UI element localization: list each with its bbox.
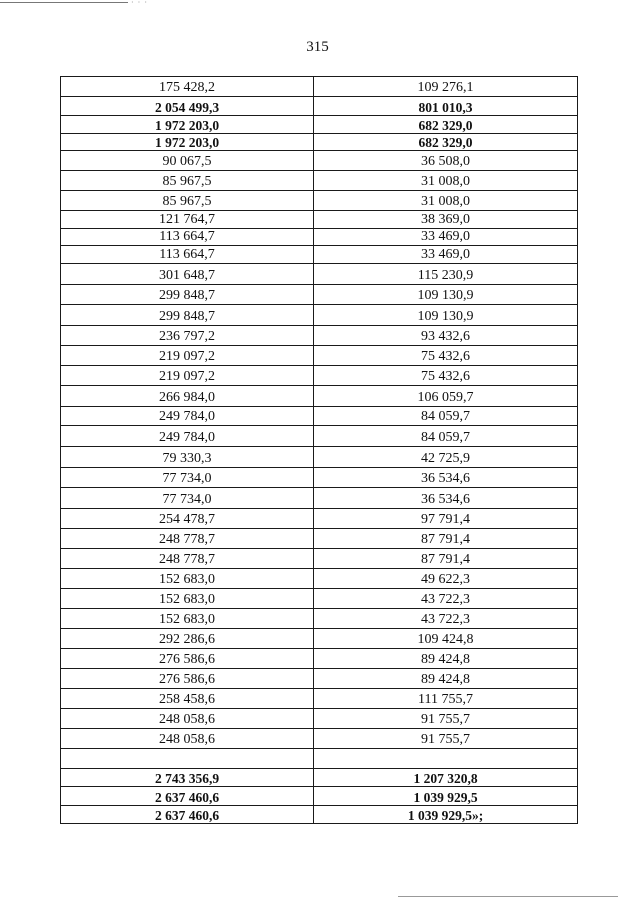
cell-left-value (61, 729, 314, 749)
cell-text: 43 722,3 (421, 592, 470, 607)
table-row (61, 629, 578, 649)
cell-left-value (61, 787, 314, 806)
cell-right-value (314, 246, 578, 264)
cell-text: 90 067,5 (162, 154, 212, 169)
cell-text: 106 059,7 (417, 390, 474, 405)
cell-right-value (314, 609, 578, 629)
cell-text: 152 683,0 (159, 572, 215, 587)
cell-right-value (314, 468, 578, 488)
cell-text: 258 458,6 (159, 692, 215, 707)
cell-text: 84 059,7 (421, 430, 470, 445)
figures-table-body (61, 77, 578, 824)
table-row (61, 426, 578, 447)
cell-right-value (314, 529, 578, 549)
cell-text: 109 276,1 (417, 80, 474, 95)
table-row (61, 77, 578, 97)
cell-left-value (61, 669, 314, 689)
cell-right-value (314, 549, 578, 569)
table-row (61, 346, 578, 366)
cell-right-value (314, 97, 578, 116)
cell-right-value (314, 407, 578, 426)
table-row (61, 549, 578, 569)
cell-text: 115 230,9 (417, 268, 474, 283)
cell-text: 91 755,7 (421, 732, 470, 747)
table-row (61, 386, 578, 407)
cell-text: 33 469,0 (421, 229, 470, 244)
cell-left-value (61, 709, 314, 729)
cell-left-value (61, 77, 314, 97)
cell-text: 38 369,0 (421, 212, 470, 227)
cell-text: 97 791,4 (421, 512, 470, 527)
cell-left-value (61, 264, 314, 285)
cell-right-value (314, 211, 578, 229)
cell-left-value (61, 246, 314, 264)
cell-left-value (61, 191, 314, 211)
cell-text: 249 784,0 (159, 430, 215, 445)
cell-text: 2 637 460,6 (154, 789, 220, 805)
cell-right-value (314, 134, 578, 151)
cell-text: 87 791,4 (421, 552, 470, 567)
cell-text: 1 972 203,0 (154, 134, 220, 150)
cell-left-value (61, 569, 314, 589)
cell-text: 248 778,7 (159, 552, 215, 567)
cell-text: 85 967,5 (162, 174, 212, 189)
cell-text: 254 478,7 (159, 512, 215, 527)
cell-text: 109 424,8 (417, 632, 474, 647)
cell-left-value (61, 97, 314, 116)
cell-right-value (314, 729, 578, 749)
cell-right-value (314, 386, 578, 407)
cell-right-value (314, 264, 578, 285)
cell-right-value (314, 346, 578, 366)
cell-right-value (314, 191, 578, 211)
table-row (61, 366, 578, 386)
cell-left-value (61, 689, 314, 709)
cell-text: 2 743 356,9 (154, 770, 220, 786)
cell-right-value (314, 447, 578, 468)
cell-left-value (61, 549, 314, 569)
scan-artifact-dots: · · · (131, 0, 148, 7)
cell-text: 801 010,3 (418, 99, 473, 115)
cell-right-value (314, 589, 578, 609)
table-row (61, 488, 578, 509)
cell-text: 109 130,9 (417, 309, 474, 324)
cell-right-value (314, 649, 578, 669)
table-row (61, 97, 578, 116)
cell-right-value (314, 151, 578, 171)
table-row (61, 689, 578, 709)
cell-text: 36 534,6 (421, 492, 470, 507)
cell-left-value (61, 447, 314, 468)
cell-text: 91 755,7 (421, 712, 470, 727)
cell-left-value (61, 649, 314, 669)
cell-left-value (61, 609, 314, 629)
table-row (61, 806, 578, 824)
cell-left-value (61, 211, 314, 229)
cell-text: 1 039 929,5 (413, 789, 478, 805)
table-row (61, 407, 578, 426)
cell-left-value (61, 529, 314, 549)
scan-artifact-line (0, 2, 128, 3)
cell-right-value (314, 326, 578, 346)
cell-text: 75 432,6 (421, 369, 470, 384)
table-row (61, 151, 578, 171)
cell-left-value (61, 589, 314, 609)
cell-text: 682 329,0 (418, 134, 473, 150)
cell-text: 84 059,7 (421, 409, 470, 424)
cell-text: 152 683,0 (159, 592, 215, 607)
table-row (61, 609, 578, 629)
cell-text: 248 058,6 (159, 712, 215, 727)
cell-left-value (61, 509, 314, 529)
cell-left-value (61, 134, 314, 151)
cell-text: 77 734,0 (162, 492, 212, 507)
cell-right-value (314, 77, 578, 97)
cell-text: 31 008,0 (421, 194, 470, 209)
cell-text: 85 967,5 (162, 194, 212, 209)
cell-text: 109 130,9 (417, 288, 474, 303)
cell-left-value (61, 326, 314, 346)
cell-text: 682 329,0 (418, 117, 473, 133)
cell-text: 121 764,7 (159, 212, 215, 227)
cell-right-value (314, 488, 578, 509)
cell-text: 93 432,6 (421, 329, 470, 344)
table-row (61, 649, 578, 669)
cell-text: 89 424,8 (421, 672, 470, 687)
table-row (61, 669, 578, 689)
table-row (61, 264, 578, 285)
figures-table (60, 76, 578, 824)
cell-left-value (61, 769, 314, 787)
page-number: 315 (306, 39, 329, 55)
table-row (61, 229, 578, 246)
cell-text: 79 330,3 (162, 451, 212, 466)
table-row (61, 191, 578, 211)
cell-left-value (61, 749, 314, 769)
cell-right-value (314, 569, 578, 589)
table-row (61, 569, 578, 589)
cell-text: 87 791,4 (421, 532, 470, 547)
cell-text: 299 848,7 (159, 309, 215, 324)
cell-right-value (314, 366, 578, 386)
cell-text: 152 683,0 (159, 612, 215, 627)
cell-left-value (61, 629, 314, 649)
cell-text: 49 622,3 (421, 572, 470, 587)
table-row (61, 134, 578, 151)
table-row (61, 589, 578, 609)
cell-text: 301 648,7 (159, 268, 215, 283)
cell-right-value (314, 426, 578, 447)
table-row (61, 749, 578, 769)
cell-left-value (61, 171, 314, 191)
table-row (61, 285, 578, 305)
cell-right-value (314, 769, 578, 787)
cell-text: 1 207 320,8 (413, 770, 478, 786)
cell-right-value (314, 806, 578, 824)
cell-right-value (314, 669, 578, 689)
cell-right-value (314, 787, 578, 806)
table-row (61, 787, 578, 806)
cell-left-value (61, 806, 314, 824)
table-row (61, 769, 578, 787)
cell-left-value (61, 229, 314, 246)
cell-text: 276 586,6 (159, 652, 215, 667)
cell-text: 75 432,6 (421, 349, 470, 364)
table-row (61, 709, 578, 729)
cell-text: 33 469,0 (421, 247, 470, 262)
cell-right-value (314, 509, 578, 529)
cell-left-value (61, 305, 314, 326)
cell-left-value (61, 116, 314, 134)
cell-text: 236 797,2 (159, 329, 215, 344)
cell-text: 175 428,2 (159, 80, 215, 95)
scan-artifact-line-bottom (398, 896, 618, 897)
cell-text: 36 534,6 (421, 471, 470, 486)
cell-text: 113 664,7 (159, 247, 215, 262)
table-row (61, 447, 578, 468)
cell-text: 276 586,6 (159, 672, 215, 687)
cell-text: 299 848,7 (159, 288, 215, 303)
cell-text: 36 508,0 (421, 154, 470, 169)
cell-right-value (314, 709, 578, 729)
cell-text: 89 424,8 (421, 652, 470, 667)
cell-left-value (61, 285, 314, 305)
cell-text: 31 008,0 (421, 174, 470, 189)
table-row (61, 305, 578, 326)
cell-text: 113 664,7 (159, 229, 215, 244)
table-row (61, 509, 578, 529)
table-row (61, 529, 578, 549)
cell-text: 43 722,3 (421, 612, 470, 627)
cell-text: 111 755,7 (418, 692, 473, 707)
cell-text: 42 725,9 (421, 451, 470, 466)
cell-left-value (61, 386, 314, 407)
cell-right-value (314, 629, 578, 649)
cell-text: 248 058,6 (159, 732, 215, 747)
cell-left-value (61, 151, 314, 171)
cell-right-value (314, 689, 578, 709)
table-row (61, 468, 578, 488)
cell-text: 2 054 499,3 (154, 99, 220, 115)
cell-text: 266 984,0 (159, 390, 215, 405)
cell-left-value (61, 488, 314, 509)
cell-text: 1 972 203,0 (154, 117, 220, 133)
cell-text: 77 734,0 (162, 471, 212, 486)
table-row (61, 729, 578, 749)
cell-text: 2 637 460,6 (154, 807, 220, 823)
cell-text: 1 039 929,5»; (407, 807, 484, 823)
table-row (61, 211, 578, 229)
cell-text: 292 286,6 (159, 632, 215, 647)
cell-text: 219 097,2 (159, 369, 215, 384)
table-row (61, 246, 578, 264)
cell-left-value (61, 426, 314, 447)
cell-text: 249 784,0 (159, 409, 215, 424)
cell-right-value (314, 749, 578, 769)
cell-left-value (61, 407, 314, 426)
cell-left-value (61, 366, 314, 386)
cell-right-value (314, 285, 578, 305)
table-row (61, 116, 578, 134)
table-row (61, 171, 578, 191)
cell-left-value (61, 468, 314, 488)
cell-right-value (314, 229, 578, 246)
cell-right-value (314, 116, 578, 134)
cell-text: 219 097,2 (159, 349, 215, 364)
cell-left-value (61, 346, 314, 366)
cell-right-value (314, 171, 578, 191)
cell-right-value (314, 305, 578, 326)
cell-text: 248 778,7 (159, 532, 215, 547)
table-row (61, 326, 578, 346)
